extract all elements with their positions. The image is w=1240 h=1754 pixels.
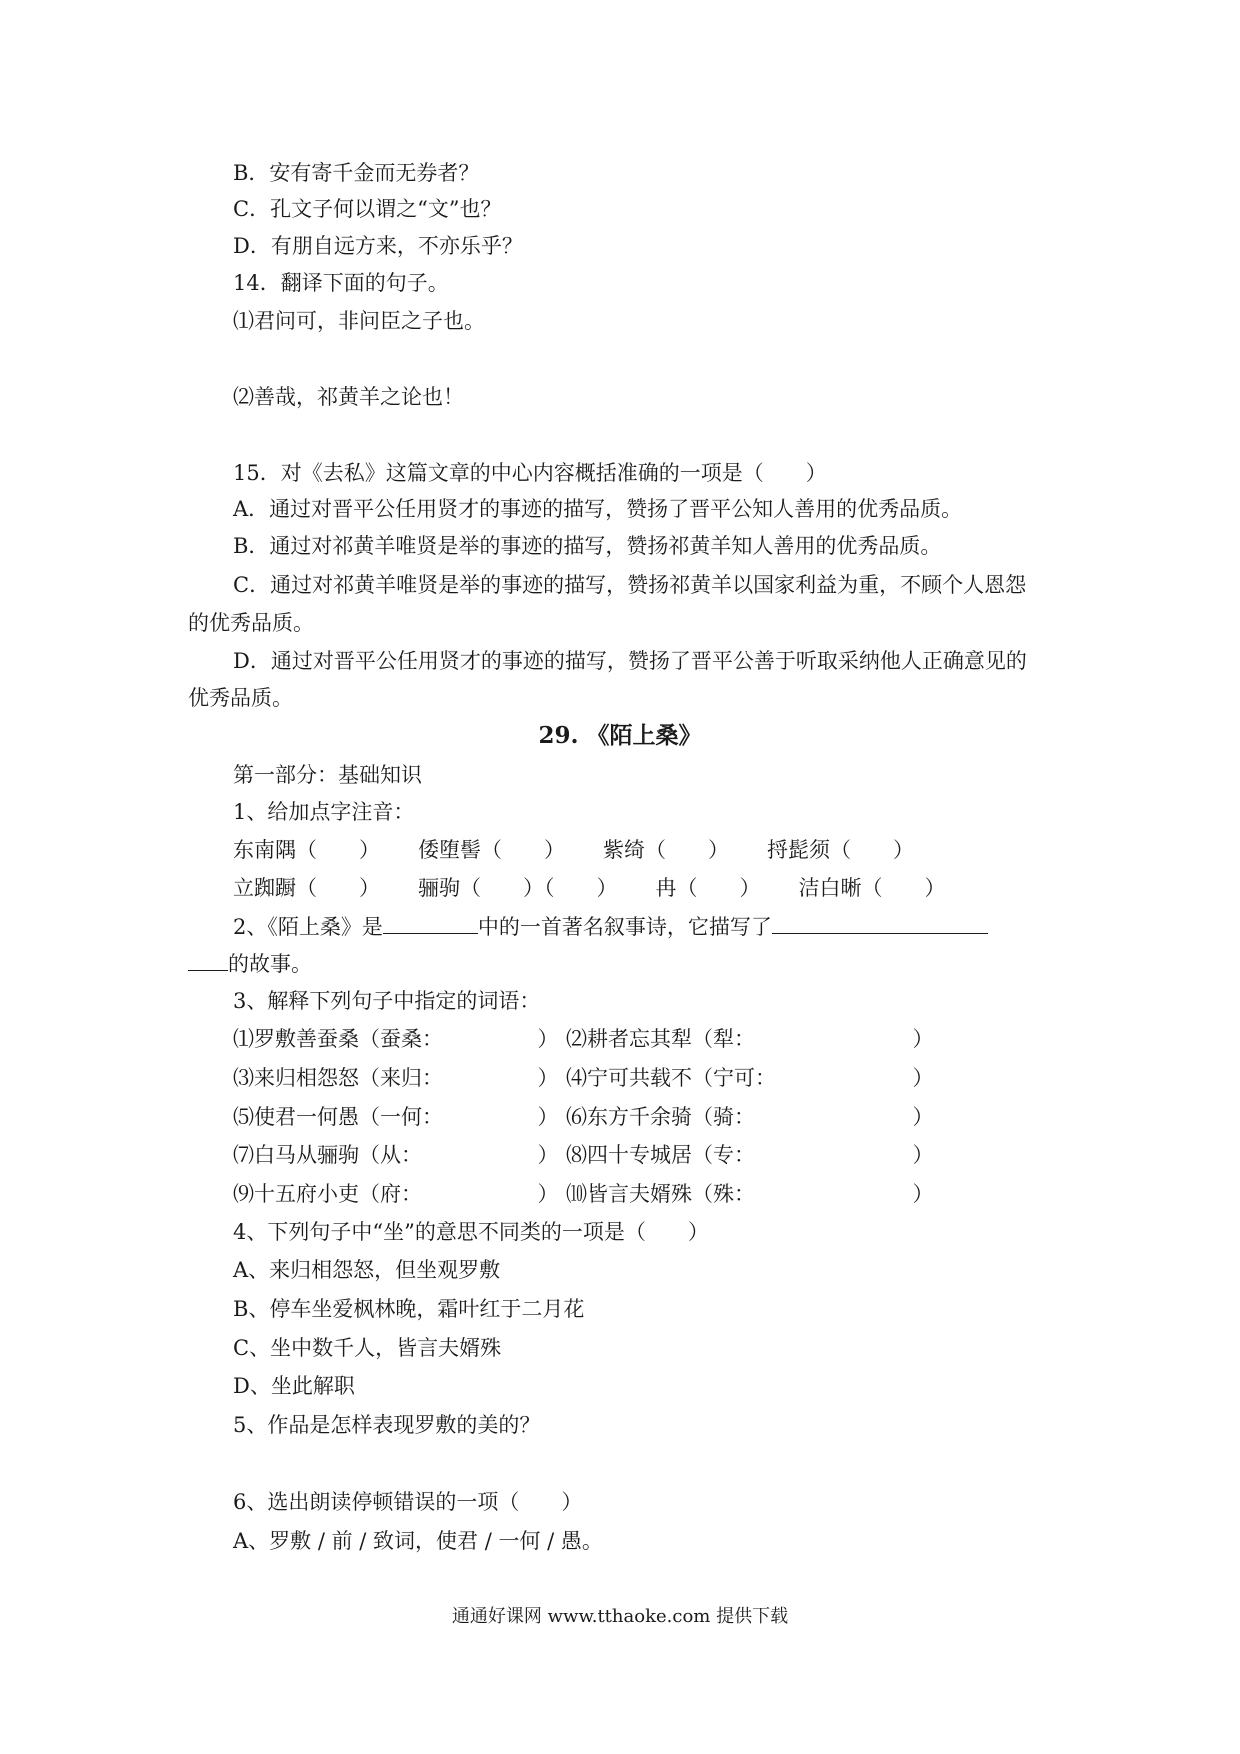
p3-item: ⑹东方千余骑（骑： ）	[566, 1105, 934, 1129]
q15-option-d-line2: 优秀品质。	[188, 686, 293, 710]
p3-item: ⑼十五府小吏（府： ）	[233, 1182, 559, 1206]
p3-item: ⑵耕者忘其犁（犁： ）	[566, 1027, 934, 1051]
p5-stem: 5、作品是怎样表现罗敷的美的？	[233, 1413, 541, 1437]
p3-row	[233, 1102, 934, 1132]
fill-blank	[188, 948, 228, 971]
q15-option-d-line1: D．通过对晋平公任用贤才的事迹的描写，赞扬了晋平公善于听取采纳他人正确意见的	[233, 649, 1027, 673]
q15-option-a: A．通过对晋平公任用贤才的事迹的描写，赞扬了晋平公知人善用的优秀品质。	[233, 497, 963, 521]
pinyin-item: 东南隅（ ）	[233, 838, 380, 862]
pinyin-item: 捋髭须（ ）	[767, 838, 914, 862]
p3-stem: 3、解释下列句子中指定的词语：	[233, 989, 541, 1013]
p6-stem: 6、选出朗读停顿错误的一项（ ）	[233, 1490, 583, 1514]
p2-text-b: 中的一首著名叙事诗，它描写了	[477, 915, 772, 939]
pinyin-item: 立踟蹰（ ）	[233, 876, 380, 900]
p4-option-b: B、停车坐爱枫林晚，霜叶红于二月花	[233, 1297, 585, 1321]
p3-item: ⑶来归相怨怒（来归： ）	[233, 1066, 559, 1090]
pinyin-item: 倭堕髻（ ）	[418, 838, 565, 862]
q13-option-b: B．安有寄千金而无券者？	[233, 161, 480, 185]
p2-text-c: 的故事。	[228, 952, 312, 976]
p3-row	[233, 1140, 934, 1170]
pinyin-item: 骊驹（ ）（ ）	[418, 876, 618, 900]
q13-option-d: D．有朋自远方来，不亦乐乎？	[233, 234, 523, 258]
p1-pinyin-row-1	[233, 835, 914, 865]
p3-row	[233, 1063, 934, 1093]
page-footer: 通通好课网 www.tthaoke.com 提供下载	[451, 1606, 789, 1627]
pinyin-item: 紫绮（ ）	[603, 838, 729, 862]
q15-option-b: B．通过对祁黄羊唯贤是举的事迹的描写，赞扬祁黄羊知人善用的优秀品质。	[233, 534, 942, 558]
p4-option-c: C、坐中数千人，皆言夫婿殊	[233, 1336, 502, 1360]
pinyin-item: 洁白晰（ ）	[798, 876, 946, 900]
q13-option-c: C．孔文子何以谓之“文”也？	[233, 197, 502, 221]
p3-item: ⑺白马从骊驹（从： ）	[233, 1143, 559, 1167]
p3-item: ⑽皆言夫婿殊（殊： ）	[566, 1182, 934, 1206]
q14-sentence-1: ⑴君问可，非问臣之子也。	[233, 309, 485, 333]
p3-row	[233, 1179, 934, 1209]
fill-blank	[772, 911, 988, 934]
p3-row	[233, 1024, 934, 1054]
q14-sentence-2: ⑵善哉，祁黄羊之论也！	[233, 385, 464, 409]
q15-stem: 15．对《去私》这篇文章的中心内容概括准确的一项是（ ）	[233, 461, 827, 485]
p2-text-a: 2、《陌上桑》是	[233, 915, 383, 939]
p3-item: ⑸使君一何愚（一何： ）	[233, 1105, 559, 1129]
q14-stem: 14．翻译下面的句子。	[233, 271, 449, 295]
p2-line1	[233, 911, 988, 942]
p3-item: ⑴罗敷善蚕桑（蚕桑： ）	[233, 1027, 559, 1051]
p4-stem: 4、下列句子中“坐”的意思不同类的一项是（ ）	[233, 1220, 709, 1244]
p1-stem: 1、给加点字注音：	[233, 800, 415, 824]
p2-line2	[188, 948, 312, 979]
p1-pinyin-row-2	[233, 873, 946, 903]
p3-item: ⑻四十专城居（专： ）	[566, 1143, 934, 1167]
q15-option-c-line1: C．通过对祁黄羊唯贤是举的事迹的描写，赞扬祁黄羊以国家利益为重，不顾个人恩怨	[233, 573, 1027, 597]
p4-option-d: D、坐此解职	[233, 1374, 355, 1398]
pinyin-item: 冉（ ）	[655, 876, 761, 900]
section-title: 29. 《陌上桑》	[538, 722, 702, 749]
part-heading: 第一部分：基础知识	[233, 763, 422, 787]
fill-blank	[383, 911, 478, 934]
p6-option-a: A、罗敷 / 前 / 致词，使君 / 一何 / 愚。	[233, 1529, 603, 1553]
p3-item: ⑷宁可共载不（宁可： ）	[566, 1066, 934, 1090]
p4-option-a: A、来归相怨怒，但坐观罗敷	[233, 1258, 501, 1282]
q15-option-c-line2: 的优秀品质。	[188, 611, 314, 635]
